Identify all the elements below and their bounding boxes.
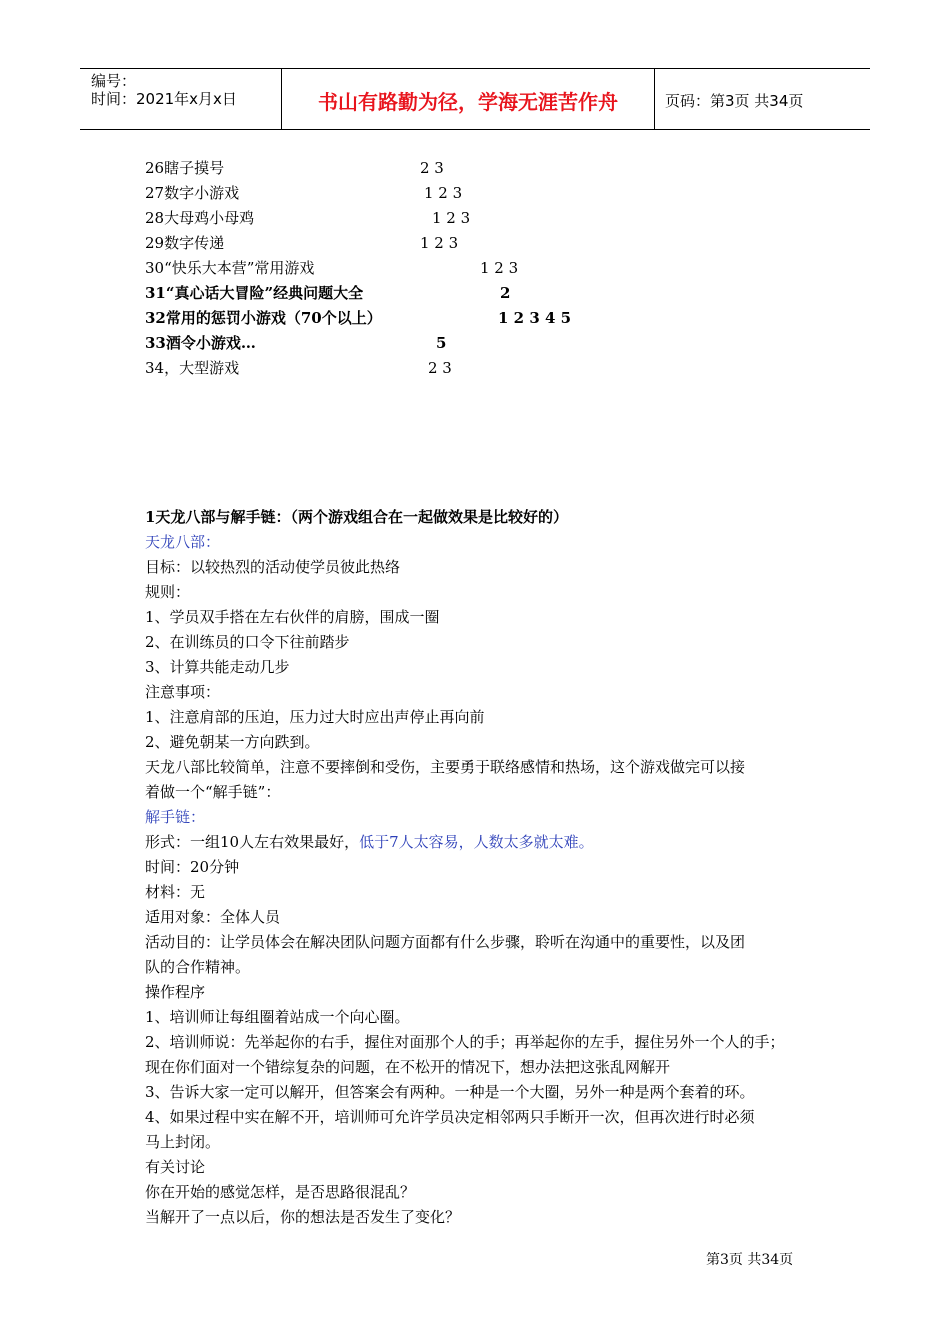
number-label: 编号：: [91, 72, 137, 90]
paragraph-line: 2、避免朝某一方向跌到。: [145, 733, 320, 751]
toc-item: [145, 181, 463, 205]
toc-title: 32常用的惩罚小游戏（70个以上）: [145, 309, 382, 327]
header-middle-cell: [282, 69, 655, 129]
paragraph-line: 3、告诉大家一定可以解开，但答案会有两种。一种是一个大圈，另外一种是两个套着的环。: [145, 1083, 755, 1101]
toc-item: [145, 331, 447, 355]
subsection-title: 解手链：: [145, 808, 206, 826]
paragraph-line: 1、注意肩部的压迫，压力过大时应出声停止再向前: [145, 708, 485, 726]
form-note: 低于7人太容易，人数太多就太难。: [359, 833, 594, 851]
page-header: [80, 68, 870, 130]
toc-pages: 1 2 3: [480, 259, 519, 277]
toc-title: 34，大型游戏: [145, 359, 240, 377]
subsection-title: 天龙八部：: [145, 533, 221, 551]
paragraph-line: 2、培训师说：先举起你的右手，握住对面那个人的手；再举起你的左手，握住另外一个人的手；: [145, 1033, 785, 1051]
paragraph-line: 天龙八部比较简单，注意不要摔倒和受伤，主要勇于联络感情和热场，这个游戏做完可以接: [145, 758, 746, 776]
paragraph-line: 着做一个“解手链”：: [145, 783, 281, 801]
toc-pages: 1 2 3 4 5: [498, 309, 572, 327]
paragraph-line: 4、如果过程中实在解不开，培训师可允许学员决定相邻两只手断开一次，但再次进行时必须: [145, 1108, 755, 1126]
toc-item: [145, 281, 511, 305]
paragraph-line: 现在你们面对一个错综复杂的问题，在不松开的情况下，想办法把这张乱网解开: [145, 1058, 671, 1076]
toc-title: 27数字小游戏: [145, 184, 240, 202]
form-text: 形式：一组10人左右效果最好，: [145, 833, 360, 851]
toc-pages: 2 3: [420, 159, 444, 177]
toc-pages: 1 2 3: [432, 209, 471, 227]
paragraph-line: 2、在训练员的口令下往前踏步: [145, 633, 350, 651]
paragraph-line: 1、培训师让每组圈着站成一个向心圈。: [145, 1008, 410, 1026]
toc-pages: 1 2 3: [420, 234, 459, 252]
header-right-cell: [655, 69, 870, 129]
paragraph-line: 材料：无: [145, 883, 206, 901]
toc-item: [145, 231, 459, 255]
paragraph-line: 规则：: [145, 583, 191, 601]
paragraph-line: 有关讨论: [145, 1158, 206, 1176]
toc-title: 28大母鸡小母鸡: [145, 209, 255, 227]
paragraph-line: 目标：以较热烈的活动使学员彼此热络: [145, 558, 401, 576]
paragraph-line: 当解开了一点以后，你的想法是否发生了变化？: [145, 1208, 461, 1226]
toc-title: 30“快乐大本营”常用游戏: [145, 259, 315, 277]
toc-title: 31“真心话大冒险”经典问题大全: [145, 284, 364, 302]
toc-title: 29数字传递: [145, 234, 225, 252]
paragraph-line: 时间：20分钟: [145, 858, 240, 876]
header-left-cell: [80, 69, 282, 129]
toc-pages: 1 2 3: [424, 184, 463, 202]
paragraph-line: 1、学员双手搭在左右伙伴的肩膀，围成一圈: [145, 608, 440, 626]
section-title: 1天龙八部与解手链：（两个游戏组合在一起做效果是比较好的）: [145, 508, 568, 526]
paragraph-line: 3、计算共能走动几步: [145, 658, 290, 676]
motto: 书山有路勤为径，学海无涯苦作舟: [318, 90, 618, 114]
toc-item: [145, 156, 444, 180]
paragraph-line: 马上封闭。: [145, 1133, 221, 1151]
toc-pages: 2: [500, 284, 511, 302]
toc-title: 26瞎子摸号: [145, 159, 225, 177]
paragraph-line: 操作程序: [145, 983, 206, 1001]
toc-item: [145, 256, 519, 280]
toc-title: 33酒令小游戏…: [145, 334, 256, 352]
page-footer: 第3页 共34页: [706, 1252, 794, 1268]
paragraph-line: 注意事项：: [145, 683, 221, 701]
paragraph-line: 适用对象：全体人员: [145, 908, 281, 926]
paragraph-line: 队的合作精神。: [145, 958, 251, 976]
page-code: 页码：第3页 共34页: [665, 92, 804, 110]
toc-item: [145, 306, 572, 330]
toc-item: [145, 206, 471, 230]
paragraph-line: 你在开始的感觉怎样，是否思路很混乱？: [145, 1183, 416, 1201]
toc-pages: 2 3: [428, 359, 452, 377]
time-label: 时间：2021年x月x日: [91, 90, 237, 108]
toc-item: [145, 356, 452, 380]
toc-pages: 5: [436, 334, 447, 352]
paragraph-line: [145, 830, 594, 854]
paragraph-line: 活动目的：让学员体会在解决团队问题方面都有什么步骤，聆听在沟通中的重要性，以及团: [145, 933, 746, 951]
